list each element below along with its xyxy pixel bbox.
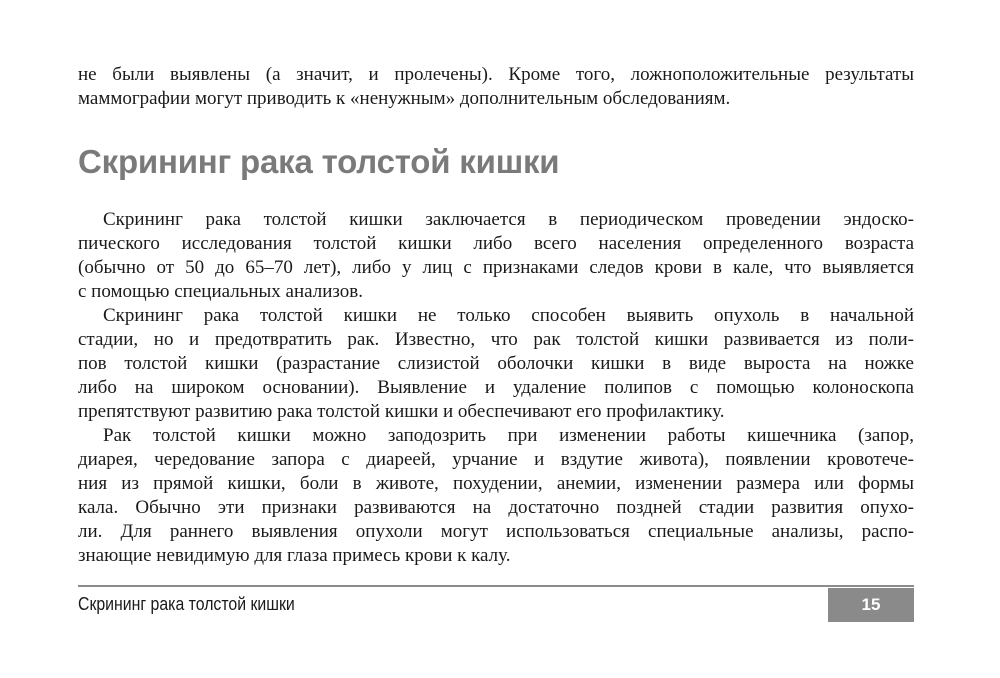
text-line: не были выявлены (а значит, и пролечены). Кроме того, ложноположительные результаты xyxy=(78,64,914,85)
text-line: Скрининг рака толстой кишки не только способен выявить опухоль в начальной xyxy=(103,305,914,326)
footer-divider xyxy=(78,585,914,587)
text-line: либо на широком основании). Выявление и удаление полипов с помощью колоноскопа xyxy=(78,377,914,398)
text-line: Скрининг рака толстой кишки заключается в периодическом проведении эндоско- xyxy=(103,209,914,230)
text-line: маммографии могут приводить к «ненужным» дополнительным обследованиям. xyxy=(78,88,731,109)
text-line: пического исследования толстой кишки либо всего населения определенного возраста xyxy=(78,233,914,254)
text-line: кала. Обычно эти признаки развиваются на достаточно поздней стадии развития опухо- xyxy=(78,497,914,518)
text-line: ли. Для раннего выявления опухоли могут использоваться специальные анализы, распо- xyxy=(78,521,914,542)
text-line: препятствуют развитию рака толстой кишки и обеспечивают его профилактику. xyxy=(78,401,725,422)
body-paragraph-3 xyxy=(78,424,914,568)
running-footer-title: Скрининг рака толстой кишки xyxy=(78,594,295,614)
text-line: диарея, чередование запора с диареей, урчание и вздутие живота), появлении кровотече- xyxy=(78,449,914,470)
page-number: 15 xyxy=(861,595,881,614)
text-line: пов толстой кишки (разрастание слизистой оболочки кишки в виде выроста на ножке xyxy=(78,353,914,374)
page-number-box xyxy=(828,588,914,622)
text-line: (обычно от 50 до 65–70 лет), либо у лиц с признаками следов крови в кале, что выявляется xyxy=(78,257,914,278)
text-line: знающие невидимую для глаза примесь крови к калу. xyxy=(78,545,511,566)
intro-paragraph xyxy=(78,63,914,111)
section-heading: Скрининг рака толстой кишки xyxy=(78,143,560,180)
text-line: стадии, но и предотвратить рак. Известно, что рак толстой кишки развивается из поли- xyxy=(78,329,914,350)
text-line: Рак толстой кишки можно заподозрить при изменении работы кишечника (запор, xyxy=(103,425,914,446)
text-line: ния из прямой кишки, боли в животе, похудении, анемии, изменении размера или формы xyxy=(78,473,914,494)
text-line: с помощью специальных анализов. xyxy=(78,281,364,302)
book-page xyxy=(78,0,914,678)
body-paragraph-1 xyxy=(78,208,914,304)
body-paragraph-2 xyxy=(78,304,914,424)
